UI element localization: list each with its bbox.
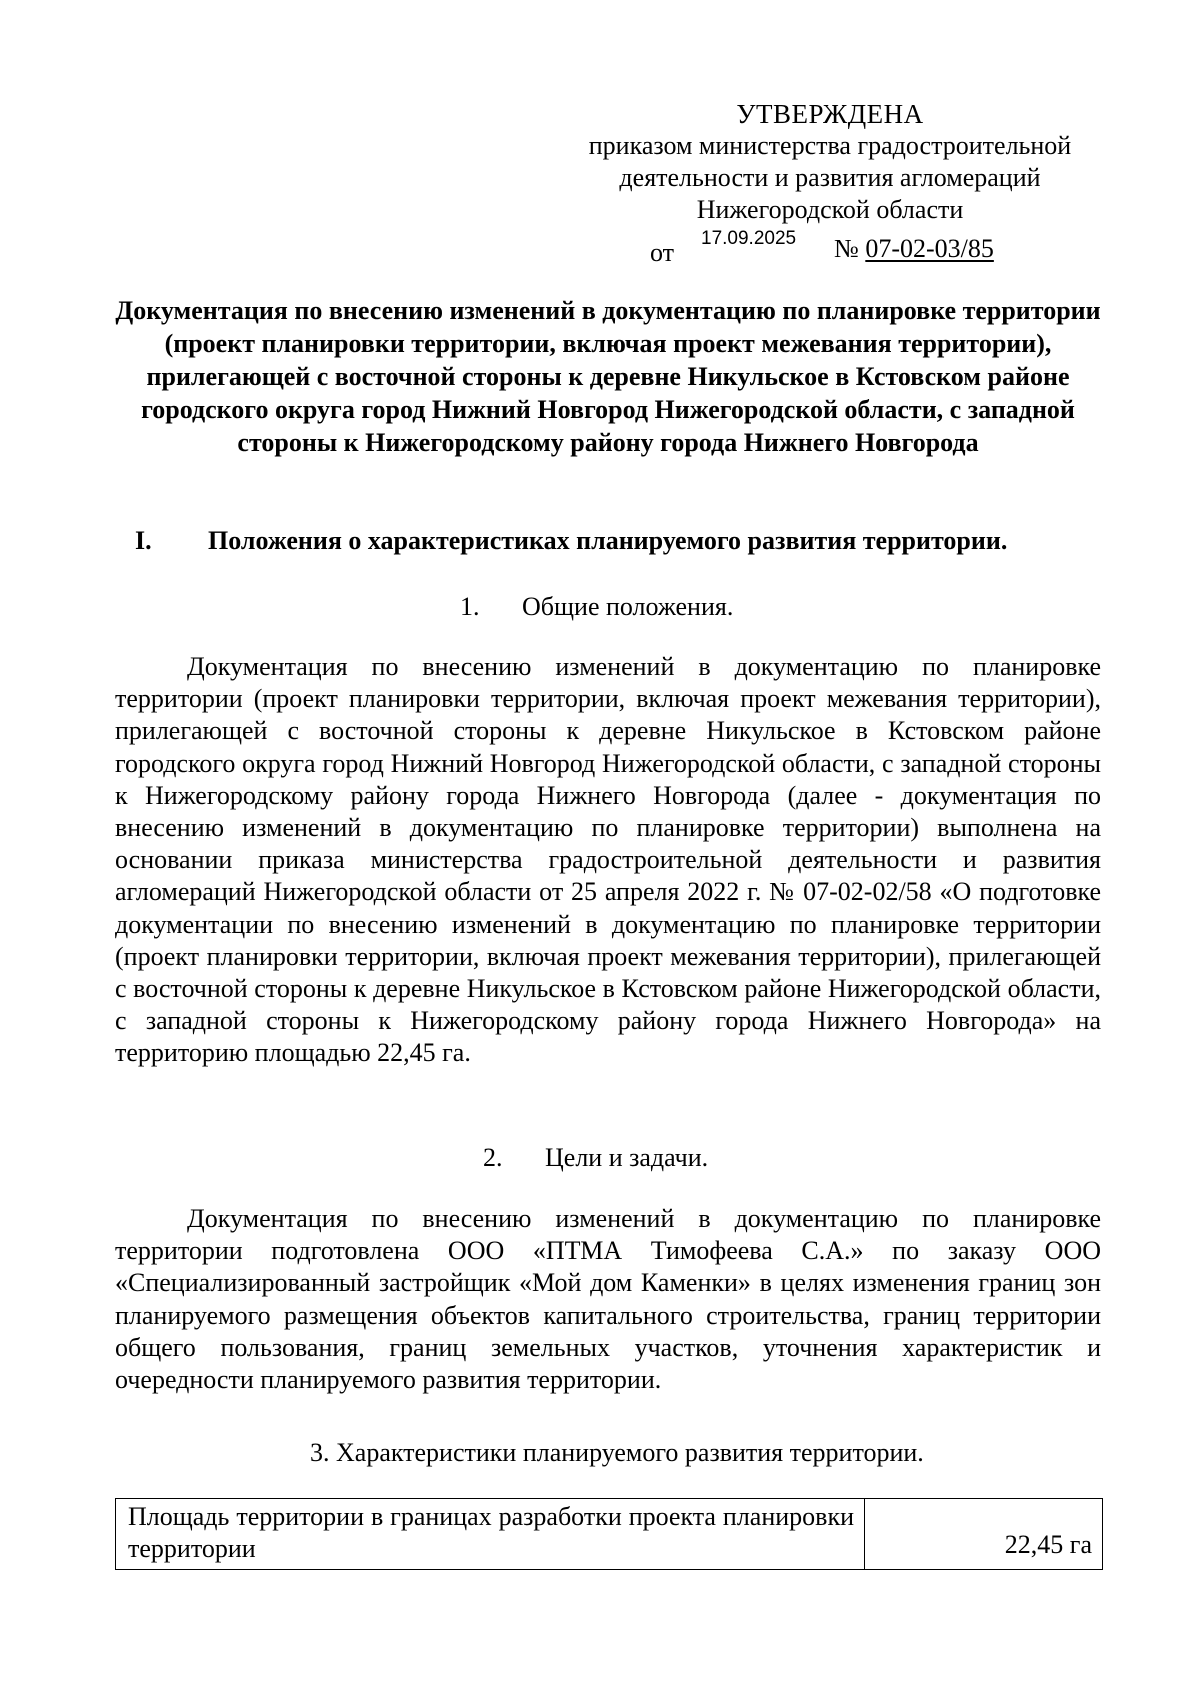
table-cell-value: 22,45 га	[865, 1499, 1103, 1570]
approval-line-3: Нижегородской области	[696, 195, 964, 224]
approval-line-1: приказом министерства градостроительной	[588, 131, 1072, 160]
section-title: Положения о характеристиках планируемого развития территории.	[208, 526, 1008, 555]
subsection-1-paragraph: Документация по внесению изменений в документацию по планировке территории (проект планировки территории, включая проект межевания территории), прилегающей с восточной стороны к деревне Никульское в Кстовском районе городского округа город Нижний Новгород Нижегородской области, с западной стороны к Нижегородскому району города Нижнего Новгорода (далее - документация по внесению изменений в документацию по планировке территории) выполнена на основании приказа министерства градостроительной деятельности и развития агломераций Нижегородской области от 25 апреля 2022 г. № 07-02-02/58 «О подготовке документации по внесению изменений в документацию по планировке территории (проект планировки территории, включая проект межевания территории), прилегающей с восточной стороны к деревне Никульское в Кстовском районе Нижегородской области, с западной стороны к Нижегородскому району города Нижнего Новгорода» на территорию площадью 22,45 га.	[115, 652, 1101, 1068]
approval-line-2: деятельности и развития агломераций	[619, 163, 1041, 192]
subsection-1-number: 1.	[460, 592, 480, 621]
table-row	[116, 1499, 1103, 1570]
subsection-2-number: 2.	[483, 1143, 503, 1172]
approval-number	[834, 234, 994, 264]
subsection-1-title: Общие положения.	[522, 592, 734, 621]
section-number: I.	[135, 526, 152, 555]
subsection-2-paragraph: Документация по внесению изменений в документацию по планировке территории подготовлена ООО «ПТМА Тимофеева С.А.» по заказу ООО «Специализированный застройщик «Мой дом Каменки» в целях изменения границ зон планируемого размещения объектов капитального строительства, границ территории общего пользования, границ земельных участков, уточнения характеристик и очередности планируемого развития территории.	[115, 1204, 1101, 1395]
document-title: Документация по внесению изменений в документацию по планировке территории (проект планировки территории, включая проект межевания территории), прилегающей с восточной стороны к деревне Никульское в Кстовском районе городского округа город Нижний Новгород Нижегородской области, с западной стороны к Нижегородскому району города Нижнего Новгорода	[115, 296, 1101, 457]
number-sign: №	[834, 234, 859, 263]
subsection-2-heading	[483, 1142, 708, 1174]
subsection-3-heading: 3. Характеристики планируемого развития территории.	[310, 1438, 924, 1467]
characteristics-table	[115, 1498, 1103, 1570]
number-value: 07-02-03/85	[865, 234, 994, 263]
approval-date: 17.09.2025	[701, 228, 797, 249]
approval-block	[560, 98, 1100, 226]
subsection-2-title: Цели и задачи.	[545, 1143, 709, 1172]
from-label: от	[650, 238, 675, 267]
approval-stamp: УТВЕРЖДЕНА	[736, 99, 924, 129]
subsection-1-heading	[460, 591, 733, 623]
table-cell-label: Площадь территории в границах разработки проекта планировки территории	[116, 1499, 865, 1570]
